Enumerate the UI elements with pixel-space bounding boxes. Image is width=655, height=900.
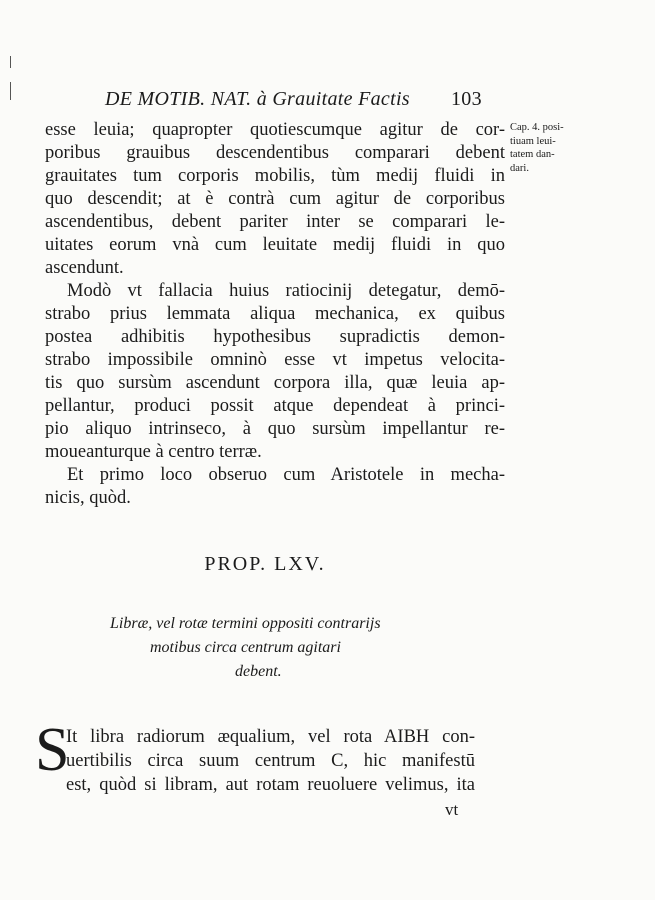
- text-line: Et primo loco obseruo cum Aristotele in mecha-: [67, 465, 505, 485]
- text-line: quo descendit; at è contrà cum agitur de corporibus: [45, 189, 505, 209]
- running-head: [105, 88, 515, 111]
- proof-paragraph: [35, 716, 475, 797]
- margin-note: [510, 121, 590, 175]
- proposition-enunciation: [110, 612, 440, 684]
- page-number: 103: [451, 88, 482, 110]
- text-line: nicis, quòd.: [45, 488, 131, 508]
- gutter-mark: [10, 56, 11, 68]
- text-line: ascendunt.: [45, 258, 124, 278]
- gutter-mark: [10, 82, 11, 100]
- drop-cap: S: [35, 716, 70, 784]
- proposition-heading: PROP. LXV.: [204, 553, 326, 575]
- text-line: pio aliquo intrinseco, à quo sursùm impellantur re-: [45, 419, 505, 439]
- text-line: ascendentibus, debent pariter inter se comparari le-: [45, 212, 505, 232]
- text-line: esse leuia; quapropter quotiescumque agitur de cor-: [45, 120, 505, 140]
- body-text: [45, 119, 505, 510]
- text-line: It libra radiorum æqualium, vel rota AIBH con-: [66, 727, 475, 747]
- text-line: poribus grauibus descendentibus comparari debent: [45, 143, 505, 163]
- enunciation-line: motibus circa centrum agitari: [150, 639, 341, 656]
- text-line: strabo impossibile omninò esse vt impetus velocita-: [45, 350, 505, 370]
- margin-note-line: Cap. 4. posi-: [510, 122, 564, 133]
- text-line: uitates eorum vnà cum leuitate medij fluidi in quo: [45, 235, 505, 255]
- text-line: uertibilis circa suum centrum C, hic manifestū: [66, 751, 475, 771]
- text-line: grauitates tum corporis mobilis, tùm medij fluidi in: [45, 166, 505, 186]
- margin-note-line: tatem dan-: [510, 149, 555, 160]
- text-line: postea adhibitis hypothesibus supradictis demon-: [45, 327, 505, 347]
- margin-note-line: dari.: [510, 162, 529, 174]
- text-line: est, quòd si libram, aut rotam reuoluere velimus, ita: [66, 775, 475, 795]
- catchword: vt: [445, 800, 459, 819]
- text-line: tis quo sursùm ascendunt corpora illa, quæ leuia ap-: [45, 373, 505, 393]
- enunciation-line: debent.: [235, 663, 282, 680]
- enunciation-line: Libræ, vel rotæ termini oppositi contrarijs: [110, 615, 381, 632]
- margin-note-line: tiuam leui-: [510, 135, 556, 147]
- text-line: strabo prius lemmata aliqua mechanica, ex quibus: [45, 304, 505, 324]
- text-line: Modò vt fallacia huius ratiocinij detegatur, demō-: [67, 281, 505, 301]
- running-title: DE MOTIB. NAT. à Grauitate Factis: [105, 88, 410, 110]
- text-line: moueanturque à centro terræ.: [45, 442, 262, 462]
- text-line: pellantur, produci possit atque dependeat à princi-: [45, 396, 505, 416]
